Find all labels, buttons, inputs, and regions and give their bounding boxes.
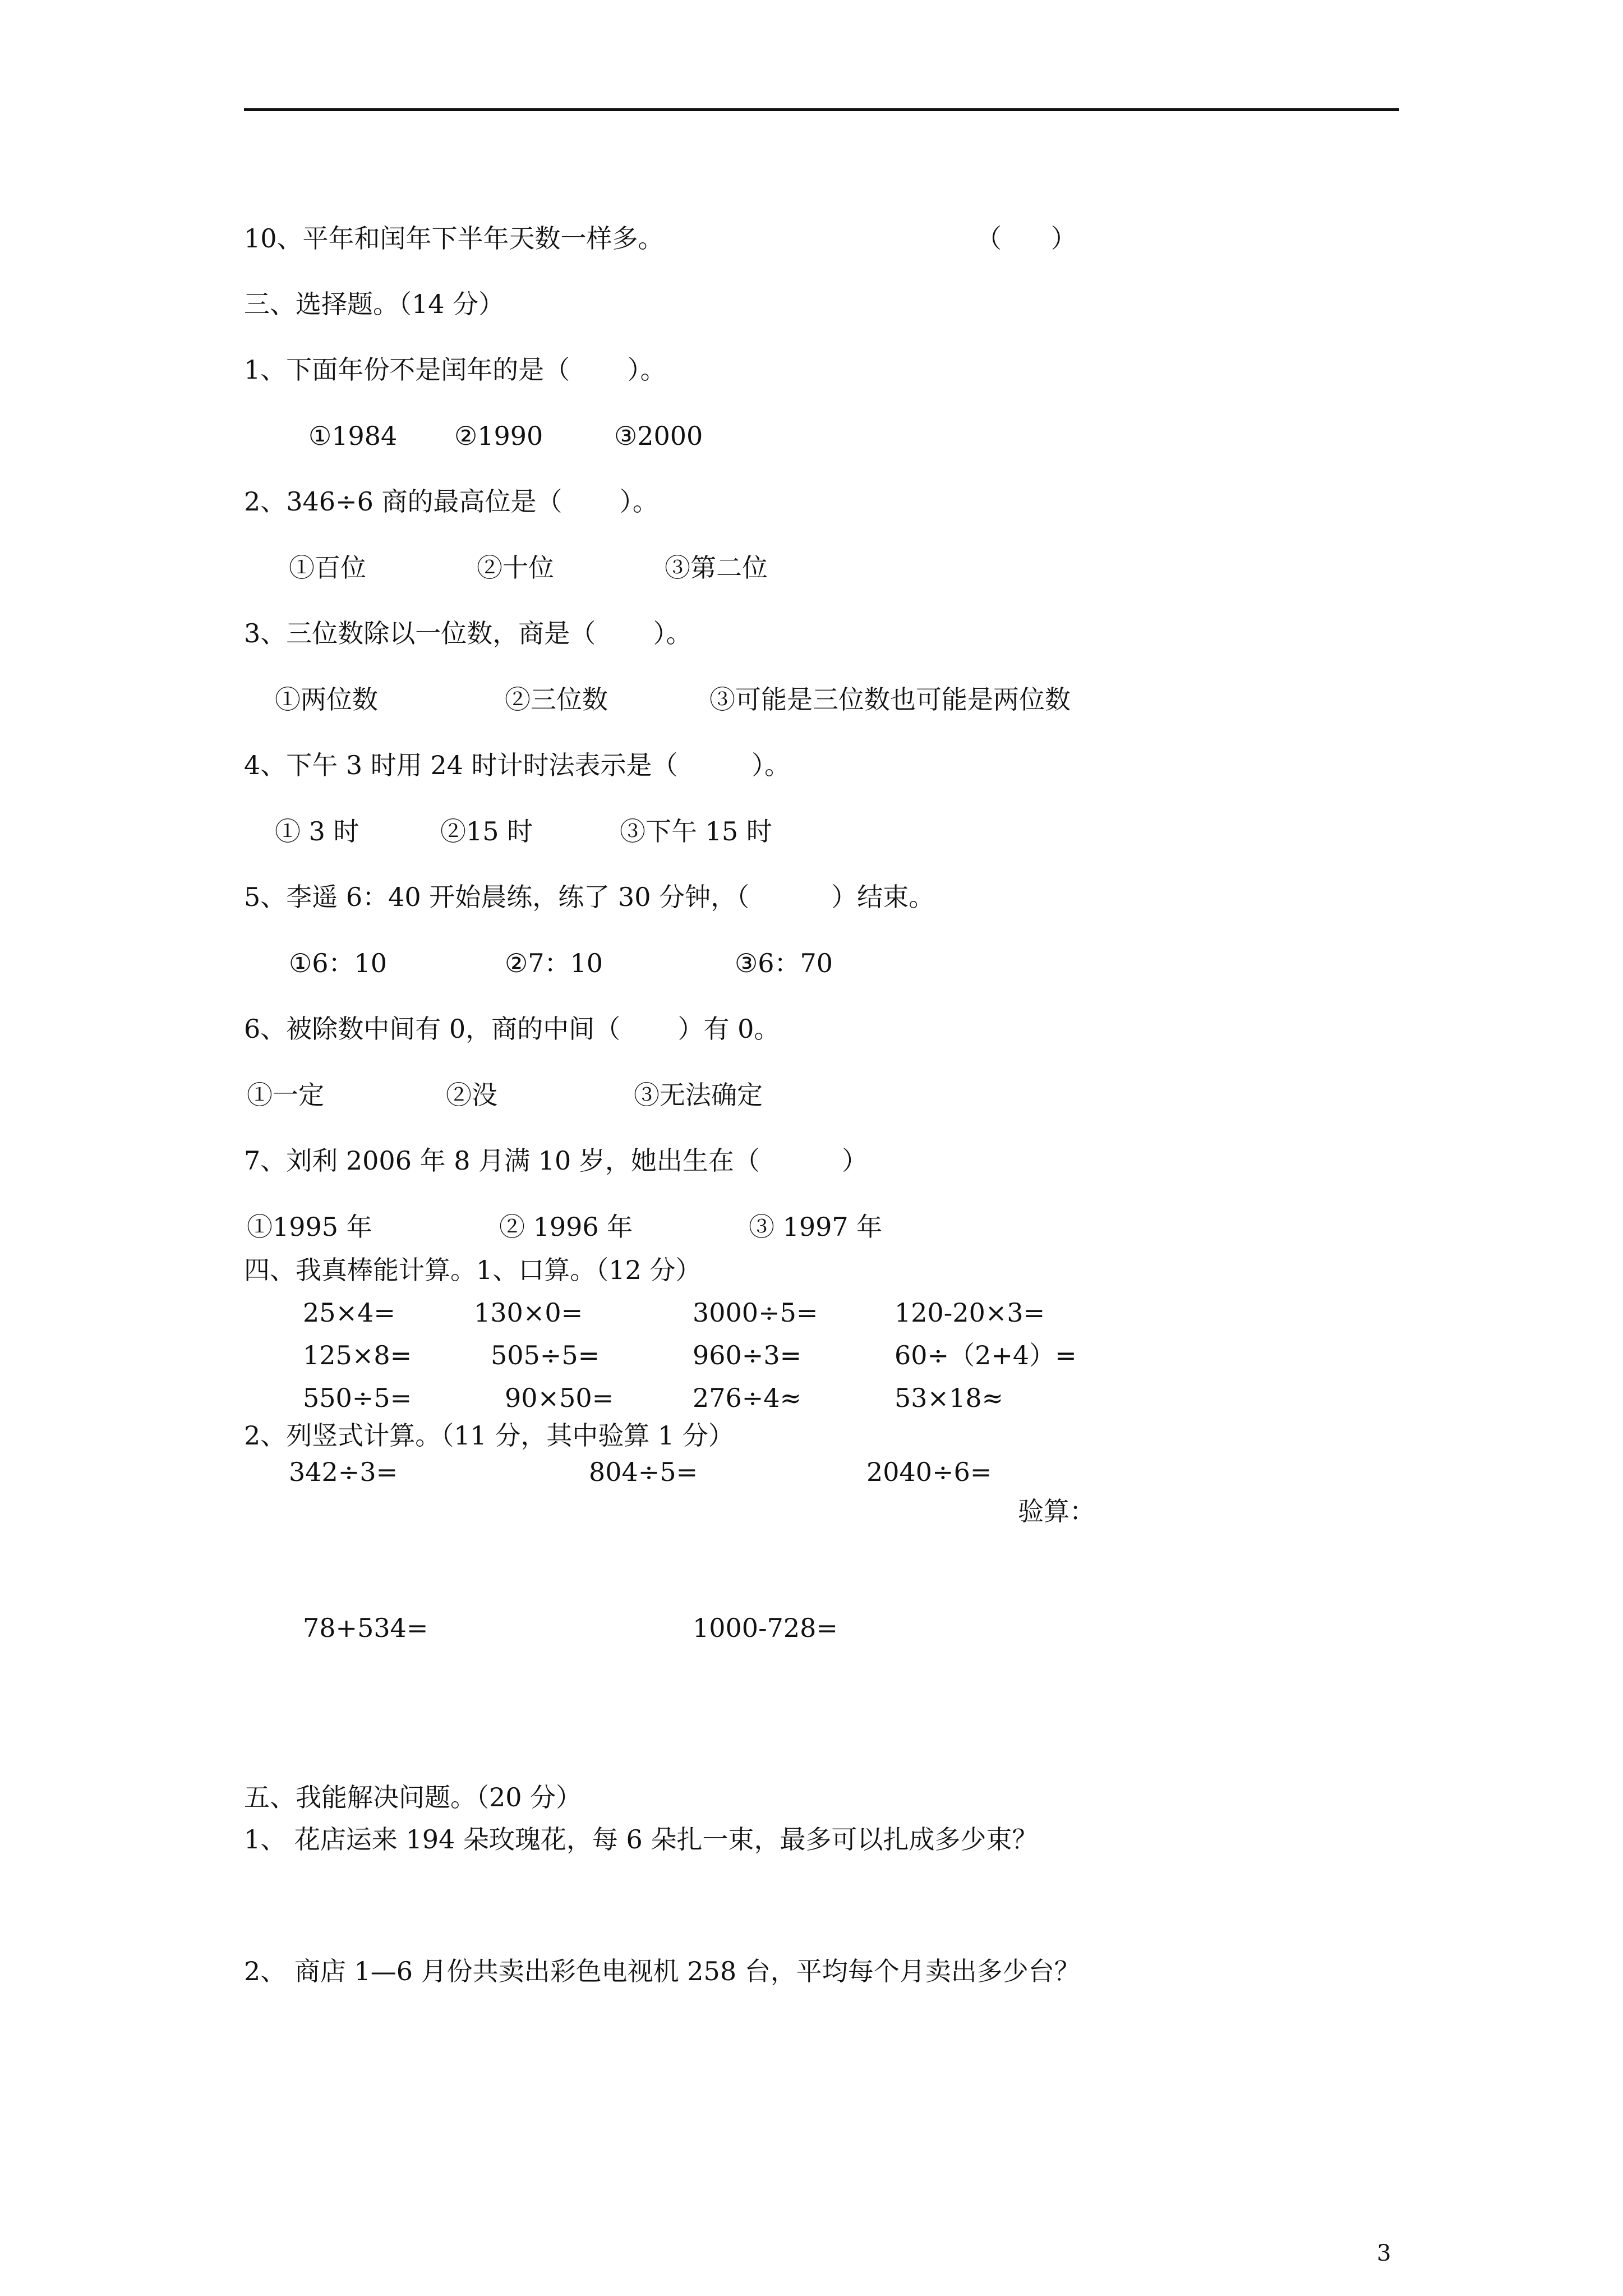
vertical-calc-item: 78+534= [303, 1613, 428, 1643]
mental-math-item: 130×0= [474, 1297, 583, 1328]
choice-question-2: 2、346÷6 商的最高位是（ ）。 [244, 486, 658, 517]
mental-math-item: 550÷5= [303, 1383, 412, 1413]
option-3: ③无法确定 [634, 1080, 763, 1110]
option-3: ③下午 15 时 [620, 816, 772, 846]
mental-math-item: 960÷3= [693, 1340, 802, 1370]
option-1: ①1995 年 [247, 1212, 372, 1242]
option-1: ①百位 [289, 553, 366, 583]
header-rule [244, 108, 1399, 111]
option-3: ③6：70 [735, 948, 833, 978]
vertical-calc-heading: 2、列竖式计算。（11 分，其中验算 1 分） [244, 1420, 734, 1451]
option-2: ② 1996 年 [499, 1212, 633, 1242]
section-4-heading: 四、我真棒能计算。1、口算。（12 分） [244, 1255, 702, 1285]
mental-math-item: 120-20×3= [895, 1297, 1045, 1328]
option-1: ①6：10 [289, 948, 388, 978]
choice-question-4: 4、下午 3 时用 24 时计时法表示是（ ）。 [244, 750, 791, 780]
option-1: ①1984 [308, 421, 398, 451]
option-2: ②十位 [477, 553, 554, 583]
option-2: ②三位数 [505, 684, 608, 715]
option-1: ①一定 [247, 1080, 324, 1110]
word-problem-1: 1、 花店运来 194 朵玫瑰花，每 6 朵扎一束，最多可以扎成多少束？ [244, 1824, 1038, 1855]
choice-question-5: 5、李遥 6：40 开始晨练，练了 30 分钟，（ ）结束。 [244, 882, 935, 912]
option-3: ③ 1997 年 [749, 1212, 883, 1242]
page-number: 3 [1377, 2240, 1391, 2266]
option-3: ③第二位 [665, 553, 768, 583]
mental-math-item: 3000÷5= [693, 1297, 818, 1328]
mental-math-item: 60÷（2+4）= [895, 1340, 1077, 1370]
option-2: ②7：10 [505, 948, 603, 978]
word-problem-2: 2、 商店 1—6 月份共卖出彩色电视机 258 台，平均每个月卖出多少台？ [244, 1956, 1080, 1986]
mental-math-item: 276÷4≈ [693, 1383, 802, 1413]
section-5-heading: 五、我能解决问题。（20 分） [244, 1782, 582, 1812]
answer-paren[interactable]: （ ） [976, 223, 1077, 254]
vertical-calc-item: 804÷5= [589, 1457, 698, 1487]
vertical-calc-item: 2040÷6= [866, 1457, 992, 1487]
question-10: 10、平年和闰年下半年天数一样多。 [244, 223, 664, 254]
choice-question-1: 1、下面年份不是闰年的是（ ）。 [244, 355, 666, 385]
option-1: ①两位数 [275, 684, 378, 715]
choice-question-6: 6、被除数中间有 0，商的中间（ ）有 0。 [244, 1014, 780, 1044]
choice-question-7: 7、刘利 2006 年 8 月满 10 岁，她出生在（ ） [244, 1145, 868, 1176]
option-2: ②15 时 [440, 816, 533, 846]
option-3: ③可能是三位数也可能是两位数 [709, 684, 1071, 715]
option-2: ②1990 [454, 421, 543, 451]
section-3-heading: 三、选择题。（14 分） [244, 289, 505, 319]
option-3: ③2000 [614, 421, 703, 451]
option-2: ②没 [446, 1080, 497, 1110]
mental-math-item: 53×18≈ [895, 1383, 1004, 1413]
mental-math-item: 90×50= [505, 1383, 614, 1413]
check-label: 验算： [1018, 1496, 1095, 1526]
mental-math-item: 125×8= [303, 1340, 412, 1370]
mental-math-item: 25×4= [303, 1297, 395, 1328]
vertical-calc-item: 1000-728= [693, 1613, 838, 1643]
mental-math-item: 505÷5= [491, 1340, 600, 1370]
vertical-calc-item: 342÷3= [289, 1457, 398, 1487]
choice-question-3: 3、三位数除以一位数，商是（ ）。 [244, 618, 692, 648]
option-1: ① 3 时 [275, 816, 359, 846]
